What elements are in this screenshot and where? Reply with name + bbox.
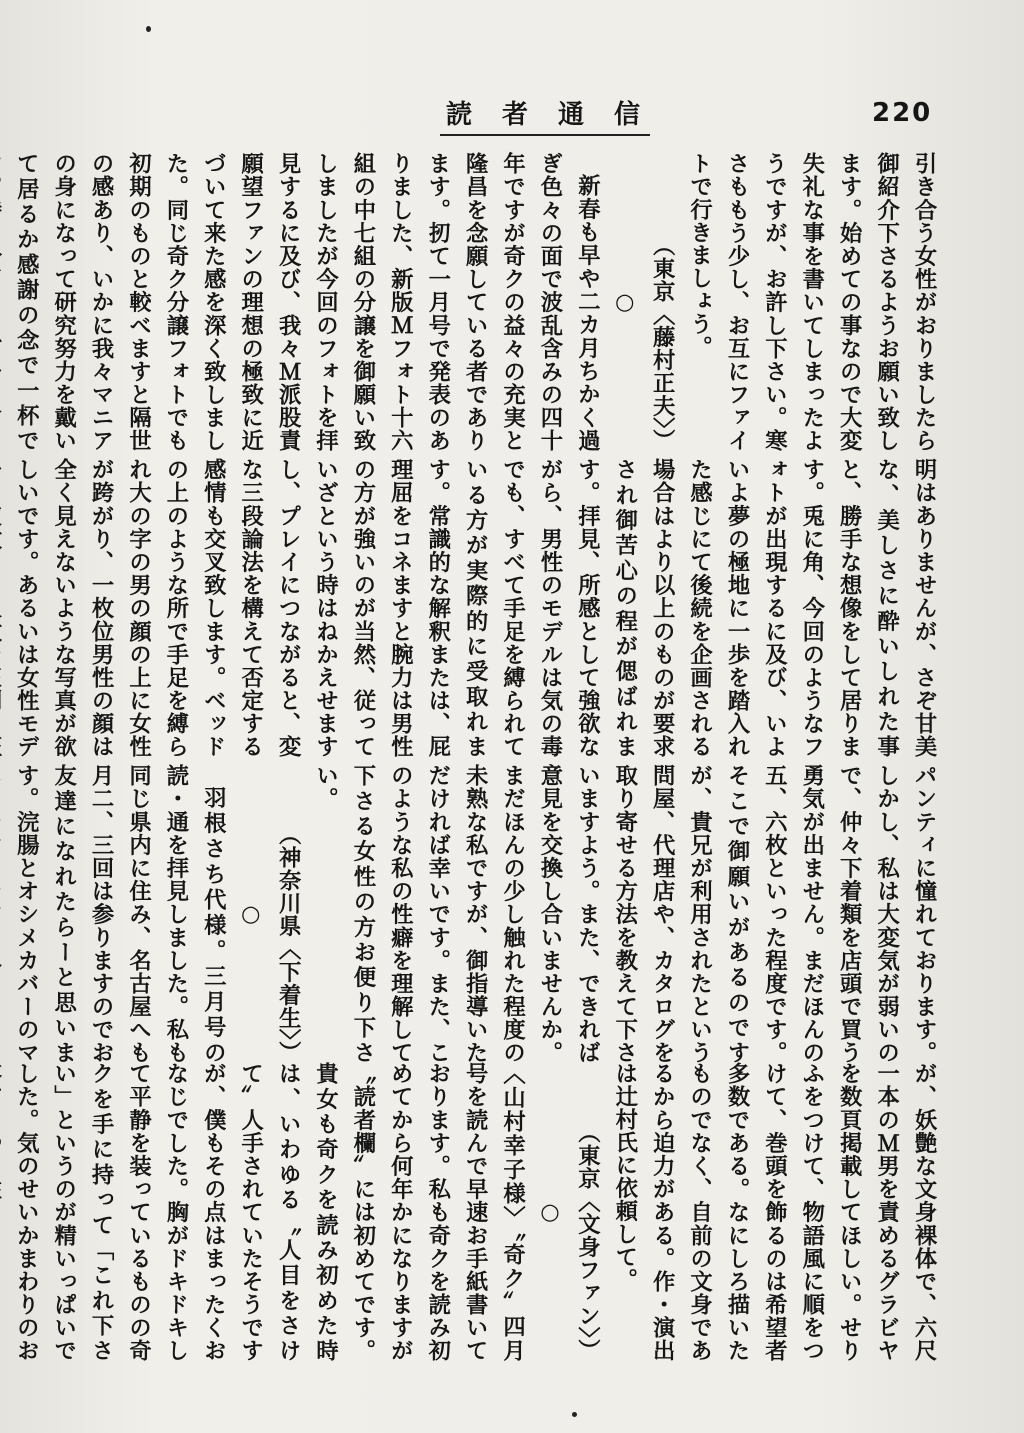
section-title-text: 読者通信 <box>446 100 671 130</box>
attribution-fujimura: （東京〈藤村正夫〉） <box>649 234 676 452</box>
letter-bunshin-continued: が、妖艶な文身裸体で、六尺一本のＭ男を責めるグラビヤを数頁掲載してほしい。せりふをつけて、物語風に順をつけて、巻頭を飾るのは希望者多数である。なにしろ描いたものでなく、自前の文身であるから迫力がある。作・演出は辻村氏に依頼して。 <box>611 1062 937 1362</box>
letter-yamamura: 〈山村幸子様〉〝奇ク〟四月号を読んで早速お手紙書いております。私も奇クを読み初めてから何年かになりますが〝読者欄〟には初めてです。貴女も奇クを読み初めた時は、いわゆる〝人目をさけて〟人手されていたそうですが、僕もその点はまったくおなじでした。胸がドキドキして平静を装っているものの奇クを手に持って「これ下さい」というのが精いっぱいでした。気のせいかまわりのお <box>13 1062 526 1362</box>
letter-yoshimura: 羽根さち代様。三月号の読・通を拝見しました。私も同じ県内に住み、名古屋へも月二、三回は参りますのでお友達になれたらーと思います。浣腸とオシメカバーのマ <box>13 764 227 1064</box>
page-number: 220 <box>872 98 933 128</box>
section-divider-mark: ○ <box>611 288 638 316</box>
section-divider-mark: ○ <box>237 900 264 928</box>
letter-akita-continued: 明はありませんが、さぞ甘美な、美しさに酔いしれた事と、勝手な想像をして居ります。兎に角、今回のようなフォトが出現するに及び、いよいよ夢の極地に一歩を踏入れた感じにて後続を企画される場合はより以上のものが要求され御苦心の程が偲ばれます。拝見、所感として強欲ながら、男性のモデルは気の毒でも、すべて手足を縛られている方が実際的に受取れます。常識的な解釈または、屁理屈をコネますと腕力は男性の方が強いのが当然、従っていざという時はねかえせますし、プレイにつながると、変な三段論法を構えて否定する感情も交叉致します。ベッドの上のような所で手足を縛られ大の字の男の顔の上に女性が跨がり、一枚位男性の顔は全く見えないような写真が欲しいです。あるいは女性モデ <box>13 458 937 758</box>
letter-shitagi-continued: パンティに憧れております。しかし、私は大変気が弱いので、仲々下着類を店頭で買う勇気が出ません。まだほんの五、六枚といった程度です。そこで御願いがあるのですが、貴兄が利用されたという問屋、代理店や、カタログを取り寄せる方法を教えて下さいますよう。また、できれば意見を交換し合いませんか。まだほんの少し触れた程度の未熟な私ですが、御指導いただければ幸いです。また、このような私の性癖を理解して下さる女性の方お便り下さい。 <box>312 764 937 1064</box>
attribution-shitagi: （神奈川県〈下着生〉） <box>275 823 302 1064</box>
letter-fujimura-end: 引き合う女性がおりましたら御紹介下さるようお願い致します。始めての事なので大変失礼な事を書いてしまったようですが、お許し下さい。寒さももう少し、お互にファイトで行きましょう。 <box>686 152 937 452</box>
paper-speck <box>572 1412 577 1417</box>
text-band-3 <box>13 764 942 1064</box>
text-band-1 <box>13 152 942 452</box>
letter-akita: 新春も早や二カ月ちかく過ぎ色々の面で波乱含みの四十年ですが奇クの益々の充実と隆昌を念願している者であります。扨て一月号で発表のありました、新版Ｍフォト十六組の中七組の分譲を御願い致しましたが今回のフォトを拝見するに及び、我々Ｍ派股責願望ファンの理想の極致に近づいて来た感を深く致しました。同じ奇ク分譲フォトでも初期のものと較べますと隔世の感あり、いかに我々マニアの身になって研究努力を戴いて居るか感謝の念で一杯で <box>13 152 601 452</box>
text-band-4 <box>13 1062 942 1362</box>
section-divider-mark: ○ <box>536 1198 563 1226</box>
paper-speck <box>146 26 151 32</box>
attribution-bunshin: （東京〈文身ファン〉） <box>574 1121 601 1362</box>
section-title <box>440 100 671 136</box>
text-band-2 <box>13 458 942 758</box>
